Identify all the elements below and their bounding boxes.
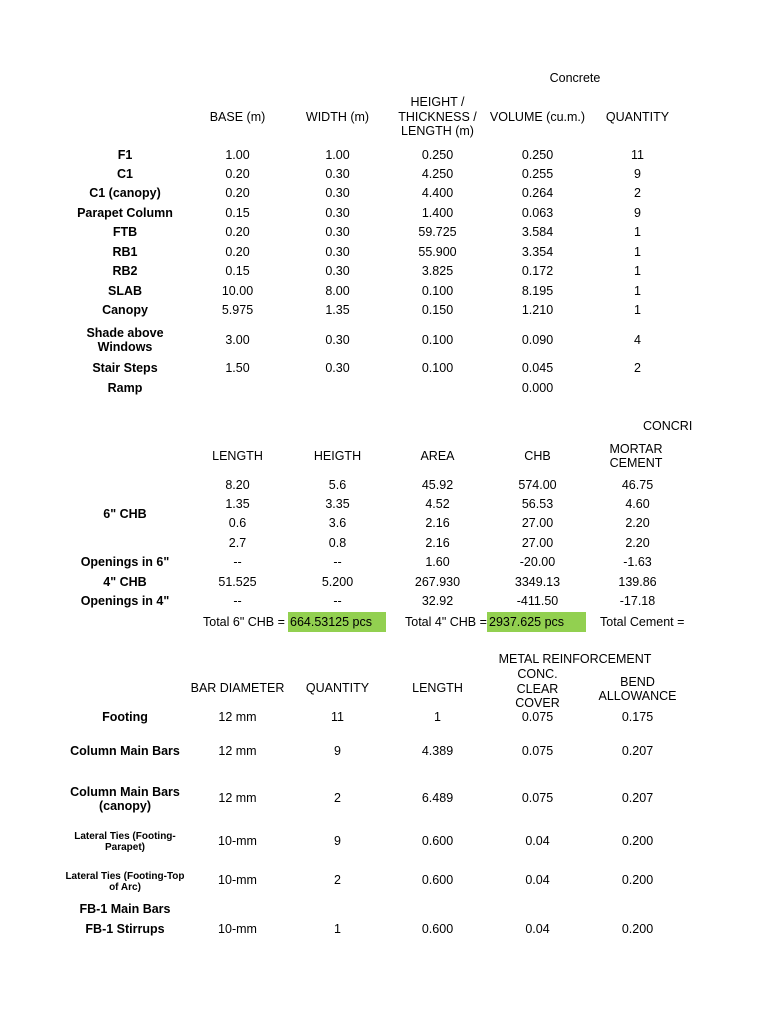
header-bend-allowance: BEND ALLOWANCE	[598, 674, 677, 703]
cell-volume: 1.210	[521, 303, 554, 318]
cell-quantity: 9	[634, 167, 641, 182]
cell-quantity: 9	[334, 744, 341, 759]
cell-base: 0.15	[225, 264, 250, 279]
chb-title: CONCRI	[643, 418, 693, 433]
cell-width: 0.30	[325, 245, 350, 260]
cell-width: 1.35	[325, 303, 350, 318]
row-label: Column Main Bars (canopy)	[70, 784, 180, 813]
cell-clear-cover: 0.04	[525, 834, 550, 849]
cell-length: 0.600	[421, 873, 454, 888]
cell-bar-diameter: 10-mm	[218, 922, 257, 937]
cell-quantity: 1	[634, 264, 641, 279]
cell-chb: 3349.13	[514, 575, 561, 590]
cell-width: 0.30	[325, 225, 350, 240]
cell-clear-cover: 0.075	[521, 744, 554, 759]
cell-cement: 2.20	[625, 536, 650, 551]
cell-quantity: 11	[331, 710, 344, 725]
cell-width: 8.00	[325, 284, 350, 299]
cell-base	[190, 380, 285, 397]
cell-width: 0.30	[325, 264, 350, 279]
cell-height: 0.100	[421, 361, 454, 376]
cell-height: 55.900	[418, 245, 457, 260]
cell-height: --	[333, 594, 342, 609]
cell-area: 267.930	[414, 575, 461, 590]
cell-clear-cover: 0.075	[521, 791, 554, 806]
cell-base: 0.20	[225, 186, 250, 201]
cell-height: 5.6	[328, 478, 347, 493]
header-conc-clear-cover: CONC. CLEAR COVER	[515, 667, 560, 711]
cell-width: 0.30	[325, 186, 350, 201]
row-label: Column Main Bars	[70, 744, 180, 759]
cell-volume: 0.045	[521, 361, 554, 376]
cell-volume: 8.195	[521, 284, 554, 299]
cell-quantity: 11	[631, 148, 644, 163]
cell-chb: 27.00	[521, 536, 554, 551]
cell-chb: 574.00	[518, 478, 557, 493]
row-label: Footing	[102, 710, 148, 725]
row-label: RB2	[112, 264, 138, 279]
cell-quantity: 2	[634, 186, 641, 201]
cell-cement: 139.86	[618, 575, 657, 590]
cell-base: 1.50	[225, 361, 250, 376]
cell-width: 0.30	[325, 206, 350, 221]
cell-width: 0.30	[325, 167, 350, 182]
header-quantity: QUANTITY	[305, 680, 370, 695]
cell-clear-cover: 0.04	[525, 922, 550, 937]
cell-clear-cover: 0.04	[525, 873, 550, 888]
cell-length: 1.35	[225, 497, 250, 512]
cell-length: --	[233, 594, 242, 609]
cell-base: 0.20	[225, 245, 250, 260]
cell-quantity: 9	[634, 206, 641, 221]
row-label: FTB	[112, 225, 138, 240]
header-base: BASE (m)	[209, 109, 266, 124]
cell-bend-allowance: 0.207	[621, 791, 654, 806]
cell-area: 4.52	[425, 497, 450, 512]
cell-quantity: 2	[334, 791, 341, 806]
row-label: Openings in 4"	[80, 594, 170, 609]
cell-cement: -17.18	[619, 594, 656, 609]
cell-cement: 46.75	[621, 478, 654, 493]
cell-quantity: 1	[634, 303, 641, 318]
row-label: RB1	[112, 245, 138, 260]
cell-length: 6.489	[421, 791, 454, 806]
cell-bend-allowance: 0.200	[621, 922, 654, 937]
cell-bend-allowance: 0.175	[621, 710, 654, 725]
header-heigth: HEIGTH	[313, 448, 362, 463]
cell-length: 0.600	[421, 922, 454, 937]
cell-cement: 2.20	[625, 516, 650, 531]
header-chb: CHB	[524, 448, 551, 463]
cell-quantity: 1	[634, 284, 641, 299]
concrete-title: Concrete	[549, 70, 601, 85]
header-mortar-cement: MORTAR CEMENT	[609, 441, 663, 470]
cell-base: 3.00	[225, 333, 250, 348]
cell-height	[395, 380, 480, 397]
cell-height: 0.250	[421, 148, 454, 163]
total-cement-label: Total Cement =	[600, 614, 685, 629]
row-label: FB-1 Stirrups	[85, 922, 165, 937]
row-label: 4" CHB	[103, 575, 147, 590]
cell-bend-allowance: 0.200	[621, 873, 654, 888]
cell-width: 0.30	[325, 333, 350, 348]
cell-bar-diameter: 12 mm	[218, 710, 257, 725]
header-quantity: QUANTITY	[605, 109, 670, 124]
cell-area: 2.16	[425, 536, 450, 551]
cell-volume: 3.584	[521, 225, 554, 240]
cell-length: 8.20	[225, 478, 250, 493]
cell-height: 1.400	[421, 206, 454, 221]
cell-chb: 56.53	[521, 497, 554, 512]
header-area: AREA	[420, 448, 455, 463]
cell-quantity: 1	[334, 922, 341, 937]
header-height: HEIGHT / THICKNESS / LENGTH (m)	[398, 95, 477, 139]
cell-bar-diameter: 12 mm	[218, 744, 257, 759]
row-label: Stair Steps	[92, 361, 158, 376]
cell-area: 1.60	[425, 555, 450, 570]
cell-clear-cover: 0.075	[521, 710, 554, 725]
cell-quantity: 2	[334, 873, 341, 888]
total-4in-chb-value: 2937.625 pcs	[487, 612, 586, 632]
cell-area: 32.92	[421, 594, 454, 609]
total-4in-chb-label: Total 4" CHB =	[405, 614, 487, 629]
cell-width: 0.30	[325, 361, 350, 376]
row-label: C1	[117, 167, 133, 182]
cell-quantity	[595, 380, 680, 397]
cell-height: 0.150	[421, 303, 454, 318]
cell-width: 1.00	[325, 148, 350, 163]
cell-height: 0.8	[328, 536, 347, 551]
cell-length: 0.600	[421, 834, 454, 849]
cell-bar-diameter: 10-mm	[218, 873, 257, 888]
row-label: Lateral Ties (Footing-Parapet)	[74, 830, 176, 853]
cell-cement: -1.63	[623, 555, 652, 570]
cell-base: 5.975	[221, 303, 254, 318]
cell-length: 1	[434, 710, 441, 725]
cell-height: 3.6	[328, 516, 347, 531]
header-bar-diameter: BAR DIAMETER	[190, 680, 285, 695]
cell-height: 5.200	[321, 575, 354, 590]
cell-height: 0.100	[421, 333, 454, 348]
cell-height: 0.100	[421, 284, 454, 299]
cell-length: 51.525	[218, 575, 257, 590]
cell-chb: 27.00	[521, 516, 554, 531]
cell-area: 45.92	[421, 478, 454, 493]
cell-height: --	[333, 555, 342, 570]
cell-base: 0.20	[225, 167, 250, 182]
cell-length: 4.389	[421, 744, 454, 759]
cell-height: 3.825	[421, 264, 454, 279]
total-6in-chb-value: 664.53125 pcs	[288, 612, 386, 632]
cell-volume: 0.090	[521, 333, 554, 348]
row-label: C1 (canopy)	[89, 186, 161, 201]
cell-base: 1.00	[225, 148, 250, 163]
header-length: LENGTH	[212, 448, 263, 463]
cell-volume: 0.255	[521, 167, 554, 182]
cell-base: 0.20	[225, 225, 250, 240]
header-length: LENGTH	[412, 680, 463, 695]
cell-height: 4.250	[421, 167, 454, 182]
cell-quantity: 1	[634, 245, 641, 260]
cell-quantity: 4	[634, 333, 641, 348]
group-label-6in-chb: 6" CHB	[103, 507, 147, 522]
row-label: F1	[117, 148, 133, 163]
row-label: Shade above Windows	[86, 325, 164, 354]
row-label: Lateral Ties (Footing-Top of Arc)	[65, 870, 185, 893]
cell-volume: 0.063	[521, 206, 554, 221]
total-6in-chb-label: Total 6" CHB =	[203, 614, 285, 629]
cell-bend-allowance: 0.200	[621, 834, 654, 849]
cell-length: 0.6	[228, 516, 247, 531]
cell-quantity: 1	[634, 225, 641, 240]
cell-volume: 0.172	[521, 264, 554, 279]
cell-volume: 3.354	[521, 245, 554, 260]
cell-length: 2.7	[228, 536, 247, 551]
cell-area: 2.16	[425, 516, 450, 531]
cell-volume: 0.000	[521, 381, 554, 396]
cell-width	[290, 380, 385, 397]
row-label: Canopy	[102, 303, 148, 318]
cell-height: 4.400	[421, 186, 454, 201]
row-label: FB-1 Main Bars	[79, 902, 171, 917]
row-label: SLAB	[107, 284, 143, 299]
cell-bend-allowance: 0.207	[621, 744, 654, 759]
cell-height: 59.725	[418, 225, 457, 240]
cell-quantity: 2	[634, 361, 641, 376]
row-label: Openings in 6"	[80, 555, 170, 570]
cell-volume: 0.264	[521, 186, 554, 201]
cell-bar-diameter: 10-mm	[218, 834, 257, 849]
cell-height: 3.35	[325, 497, 350, 512]
header-volume: VOLUME (cu.m.)	[489, 109, 586, 124]
row-label: Parapet Column	[77, 206, 173, 221]
cell-length: --	[233, 555, 242, 570]
cell-base: 10.00	[221, 284, 254, 299]
cell-bar-diameter: 12 mm	[218, 791, 257, 806]
cell-chb: -411.50	[516, 594, 559, 609]
header-width: WIDTH (m)	[305, 109, 370, 124]
cell-volume: 0.250	[521, 148, 554, 163]
cell-base: 0.15	[225, 206, 250, 221]
cell-cement: 4.60	[625, 497, 650, 512]
cell-chb: -20.00	[519, 555, 556, 570]
row-label: Ramp	[107, 381, 143, 396]
cell-quantity: 9	[334, 834, 341, 849]
metal-title: METAL REINFORCEMENT	[498, 651, 652, 666]
